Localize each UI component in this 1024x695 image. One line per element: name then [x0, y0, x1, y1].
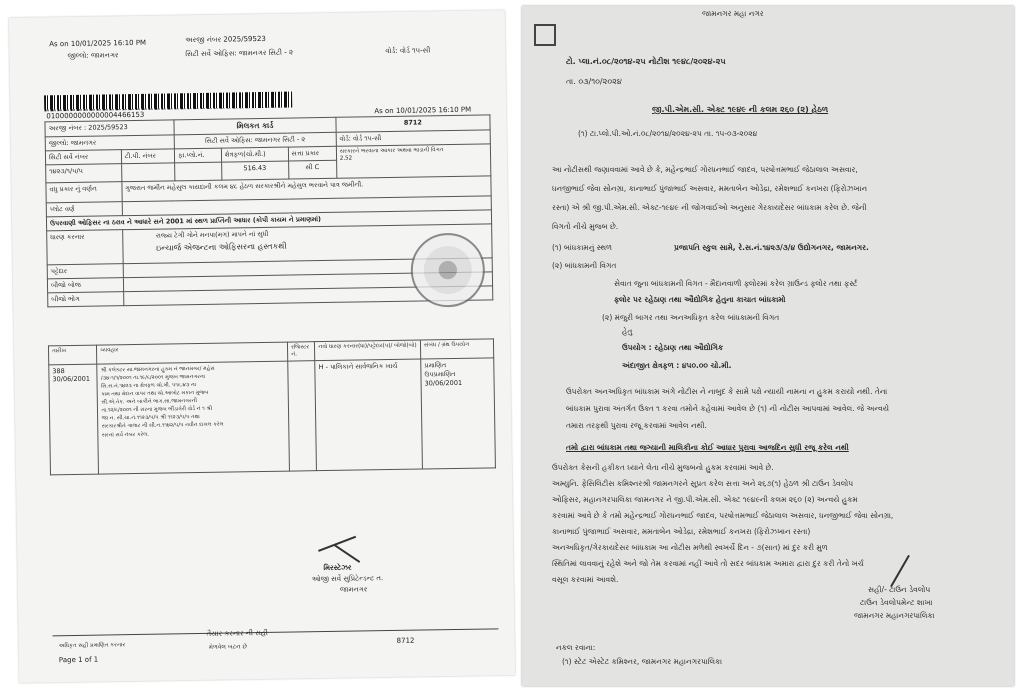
- office: સિટી સર્વે ઓફિસ: જામનગર સિટી - ૨: [174, 132, 336, 149]
- entry-text-line: તા.૧૨/૬/૨૦૦૧ ની સરના મુજબ ભીંડાગેરી વોર્ડ નં ૧ શ્રી: [101, 406, 213, 414]
- text-line: અમ્યુનિ. ફેસિલિટીસ કમિશ્નરશ્રી જામનગરને સુપ્રત કરેલ સત્તા અને ૨૬૭(૧) હેઠળ શ્રી ટાઉન ડેવલોપ: [552, 479, 854, 488]
- signature-stroke: [318, 536, 356, 552]
- signatory-place: જામનગર: [339, 585, 368, 594]
- as-on-top: As on 10/01/2025 16:10 PM: [49, 38, 147, 49]
- pattedar-label: પટ્ટેદાર: [47, 264, 123, 279]
- text-line: રસ્તા) એ શ્રી જી.પી.એમ.સી. એક્ટ-૧૯૪૯ ની જોગવાઈઓ અનુસાર ગેરકાયદેસર બાંધકામ કરેલ છે. જેની: [552, 203, 867, 212]
- easement-value: ગુજરાત જમીન મહેસુલ કાયદાની કલમ ૪૮ હેઠળ સરકારશ્રીને મહેસુલ ભરવાને પાત્ર જમીની.: [122, 176, 492, 202]
- barcode-number: 0100000000000004466153: [46, 110, 145, 121]
- signatory-title: મિરસ્ટેઝર: [323, 563, 352, 573]
- area-estimate: અંદાજીત ક્ષેત્રફળ : ૪૫૦.૦૦ ચો.મી.: [622, 361, 732, 370]
- footer-divider: [53, 628, 499, 636]
- transaction-table: [48, 338, 496, 475]
- no-evidence-heading: તમો દ્વારા બાંધકામ તથા જગ્યાની માલિકીના કોઈ આધાર પુરાવા આજદિન સુધી રજૂ કરેલ નથી: [566, 443, 849, 452]
- ward: વોર્ડ: વોર્ડ ૧૫-સી: [336, 130, 490, 146]
- old-construction-detail-2: ફ્લોર પર રહેઠાણ તથા ઔદ્યોગિક હેતુના કાચાત બાંધકામો: [614, 295, 786, 304]
- attest-date: 30/06/2001: [424, 378, 463, 388]
- text-line: ઉપરોક્ત કેસની હકીકત ધ્યાને લેતા નીચે મુજબનો હુકમ કરવામાં આવે છે.: [552, 463, 774, 472]
- col-new-holder: નવો ધારણ કરનાર(ધા)/પટ્ટેદાર(પ)/ બોજો(બો): [315, 340, 421, 361]
- entry-text-line: જા ન. સી.ચા.નં.૧૧૨૩/૫/૫ શ્રી ૧૧૨૩/૫/૫ તથા: [101, 414, 200, 422]
- district-top: જીલ્લો: જામનગર: [67, 51, 119, 61]
- barcode: [44, 91, 292, 111]
- entry-text-line: કામ તથા મેદાન વાપર તથા ચો.આબોટ મકાન મુજબ: [101, 390, 209, 398]
- entry-attestation: [421, 358, 496, 469]
- plot-label: પ્લોટ વર્ણ: [46, 202, 122, 217]
- attest-label: પ્રમાણિત: [424, 361, 447, 370]
- bojo-label-2: બીજો ભોગ: [48, 292, 124, 307]
- reference-number: ટો. પ્લા.નં.૦૮/૨૦૧૪-૨૫ નોટીશ ૧૯૪૮/૨૦૨૪-૨૫: [566, 57, 726, 66]
- col-fp-no: ફા.પ્લો.નં.: [174, 148, 221, 163]
- notice-header: જામનગર મહા નગર: [702, 9, 764, 18]
- tenure-value: સી C: [288, 160, 337, 179]
- footer-card-number: 8712: [396, 636, 415, 645]
- notice-signatory-branch: ટાઉન ડેવલોપમેન્ટ શાખા: [860, 598, 933, 607]
- text-line: ઉપરોક્ત અનઅધિકૃત બાંધકામ અંગે નોટીસ ને નાબુદ કે સામે પક્ષે ન્યાયી નામના ન હુકમ કરાયો નથી. તેના: [566, 387, 888, 396]
- district: જીલ્લો: જામનગર: [45, 135, 174, 151]
- holder-line-1: રાજ્ય ટેગી ગોને મનપા(મગ) માપને નાં સુધી: [155, 229, 269, 240]
- text-line: વસૂલ કરવામાં આવશે.: [552, 575, 619, 584]
- tax-value: 2.52: [339, 155, 353, 162]
- area-value: 516.43: [221, 161, 288, 180]
- text-line: ધનજીભાઈ જેવા સોનગ્રા, કાનાભાઈ પુંજાભાઈ અસવાર, મમતાબેન ઓડેદ્રા, રમેશભાઈ કનખરા (ફિરોઝખાન: [552, 184, 868, 193]
- application-number-top: અરજી નંબર 2025/59523: [185, 34, 266, 45]
- as-on: As on 10/01/2025 16:10 PM: [374, 105, 472, 116]
- col-date: તારીખ: [48, 345, 97, 365]
- holder-label: ધારણ કરનાર: [47, 230, 123, 265]
- entry-date: 30/06/2001: [52, 374, 91, 384]
- entry-text-line: સરકારશ્રીને ગાલાર ની સી.ન.૧૧૪૨/૫/૫ નવીન દાખલ કરેલ: [101, 422, 224, 430]
- easement-label: વધુ પ્રકાર નું વર્ણન: [46, 182, 122, 203]
- purpose-label: હેતુ: [622, 327, 633, 336]
- notice-signature: [890, 555, 910, 587]
- entry-text-line: /૩૪-૧/૧/૨૦૦૧ તા.૧૯/૬/૨૦૦૧ મુજબ જામનગરના: [100, 373, 206, 382]
- copy-to-label: નકલ રવાના:: [556, 643, 596, 652]
- col-tax-label: સરકારને ભરવાના આકાર અથવા ભાડાની વિગત: [339, 147, 444, 155]
- text-line: તમારા તરફથી પુરાવા રજૂ કરવામાં આવેલ નથી.: [566, 421, 707, 430]
- page-number: Page 1 of 1: [58, 655, 99, 665]
- bojo-label-1: બીજો બોજ: [47, 278, 123, 293]
- col-register: રજિસ્ટર નં.: [287, 342, 315, 361]
- footer-left-2: મેળવેલ બટન છે: [208, 643, 248, 651]
- registry-note: ઉપરવાણી ઓફિસર ના ઠરાવ ને આધારે સને 2001 માં સ્થળ પ્રાપ્તિની આધાર (કોપી કાયમ ને પ્રમાણમાં): [46, 210, 491, 231]
- fp-number: [175, 162, 222, 181]
- col-transaction: વ્યવહાર: [97, 342, 288, 364]
- col-area: ક્ષેત્રફળ(ચો.મી.): [221, 147, 288, 162]
- text-line: બાંધકામ પુરાવા અંતર્ગત ઉક્ત ૧ કરવા તમોને કહેવામાં આવેલ છે (૧) ની નોટીસ આપવામાં આવેલ. જે અન્વયે: [566, 404, 889, 413]
- col-attestation: સંબંધ / ગ્રંથ ઉપયોગ: [420, 339, 493, 359]
- text-line: સ્થિતિમાં લાવવાનું રહેશે અને જો તેમ કરવામાં નહીં આવે તો સદર બાંધકામ અમારા દ્વારા દુર કરી તેનો ખર્ચ: [552, 559, 864, 568]
- site-value: પ્રજાપતિ સ્કુલ સામે, રે.સ.નં.૧૪૨૩/૩/૪ ઉદ્યોગનગર, જામનગર.: [674, 243, 869, 252]
- col-tax: [336, 144, 491, 178]
- unauthorized-detail: (૨) મંજુરી બાગર તથા અનઅધિકૃત કરેલ બાંધકામની વિગત: [602, 313, 780, 322]
- signature-stroke-2: [334, 544, 360, 562]
- text-line: વિગતો નીચે મુજબ છે.: [552, 222, 619, 231]
- entry-holder: H - પાલિકાને સાર્વજનિક ખાર્ચ: [315, 359, 422, 471]
- entry-text-line: સિ.સ.નં.૧૪૨૩ ના ક્ષેત્રફળ ચો.મી. ૫૧૬.૪૩ ના: [101, 382, 197, 390]
- text-line: કાનાભાઈ પુંજાભાઈ અસવાર, મમતાબેન ઓડેદ્રા, રમેશભાઈ કનખરા (ફિરોઝખાન રસ્તા): [552, 527, 811, 536]
- text-line: ઓફિસર, મહાનગરપાલિકા જામનગર ને જી.પી.એમ.સી. એક્ટ ૧૯૪૯ની કલમ ૨૬૦ (૨) અન્વયે હુકમ: [552, 495, 858, 504]
- text-line: આ નોટીસથી જણાવવામાં આવે છે કે, મહેન્દ્રભાઈ ગોરધનભાઈ જાદવ, પરષોત્તમભાઈ જેઠાલાલ અસવાર,: [552, 165, 858, 174]
- copy-to-line: (૧) સ્ટેટ એસ્ટેટ કમિશ્નર, જામનગર મહાનગરપાલિકા: [562, 657, 723, 666]
- notice-date: તા. ૦૩/૧૦/૨૦૨૪: [566, 77, 622, 86]
- text-line: કરવામાં આવે છે કે તમો મહેન્દ્રભાઈ ગોરધનભાઈ જાદવ, પરષોત્તમભાઈ જેઠાલાલ અસવાર, ધનજીભાઈ જેવા સોનગ્રા,: [552, 511, 894, 520]
- use-value: ઉપયોગ : રહેઠાણ તથા ઔદ્યોગિક: [622, 343, 724, 352]
- signatory-designation: ઓજી સર્વે સુપ્રિટેન્ડન્ટ ત.: [311, 574, 384, 584]
- application-number: અરજી નંબર : 2025/59523: [45, 120, 174, 137]
- entry-cell: [49, 364, 99, 475]
- entry-text-line: શ્રી કલેકટર સા.જામનગરના હુકમ નં જાનમગર/ મહેસ: [100, 365, 215, 374]
- footer-mid: તૈયાર કરનાર ની સહી: [206, 628, 268, 638]
- col-tenure: સત્તા પ્રકાર: [288, 146, 336, 161]
- entry-text-line: સરનાં સર્વે નંબર કરેલ.: [101, 431, 149, 439]
- construction-label: (૨) બાંધકામની વિગત: [552, 261, 617, 270]
- office-top: સિટી સર્વે ઓફિસ: જામનગર સિટી - ૨: [185, 48, 294, 59]
- attest-by: ઉપપ્રમાણિત: [424, 369, 456, 379]
- notice-subject: જી.પી.એમ.સી. એક્ટ ૧૯૪૯ ની કલમ ૨૬૦ (૨) હેઠળ: [652, 105, 829, 114]
- col-city-survey-no: સિટી સર્વે નંબર: [45, 150, 121, 165]
- corner-stamp: [534, 24, 556, 46]
- notice-reference: (૧) ટા.પ્લો.પી.ઓ.નં.૦૮/૨૦૧૪/૨૦૨૪-૨૫ તા. ૧૫-૦૩-૨૦૨૪: [578, 129, 758, 138]
- old-construction-detail: સેવાત જુના બાંધકામની વિગત - મૈદાનવાળી ફ્લોરમાં કરેલ ગ્રાઉન્ડ ફ્લોર તથા ફર્સ્ટ: [614, 279, 858, 288]
- survey-number: ૧૪૨૩/૧/૫/૫: [46, 164, 122, 183]
- card-number: 8712: [336, 115, 490, 132]
- property-card-page: [9, 10, 515, 683]
- entry-text-line: સી.એ.તેક. અને બાકીને ભાગ.સા.જામનગરની: [101, 398, 198, 406]
- notice-signatory: સહી/- ટાઉન ડેવલોપ: [868, 585, 931, 594]
- footer-left: અધિકૃત સહી પ્રમાણિત કરનાર: [58, 642, 126, 650]
- site-label: (૧) બાંધકામનું સ્થળ: [552, 243, 612, 252]
- text-line: અનઅધિકૃત/ગેરકાયદેસર બાંધકામ આ નોટીસ મળેથી સ્વખર્ચે દિન - ૭(સાત) માં દુર કરી મુળ: [552, 543, 828, 552]
- card-title: મિલકત કાર્ડ: [174, 117, 336, 135]
- entry-number: 388: [52, 367, 65, 376]
- notice-signatory-org: જામનગર મહાનગરપાલિકા: [854, 611, 935, 620]
- entry-text: [97, 361, 289, 474]
- ward-top: વોર્ડ: વોર્ડ ૧૫-સી: [385, 46, 431, 56]
- tp-number: [121, 163, 175, 182]
- col-tp-no: ટી.પી. નંબર: [121, 149, 175, 164]
- holder-line-2: ઇન્ચાર્જ એજન્ટના ઓફિસરના હસ્તકથી: [156, 241, 287, 253]
- notice-page: [522, 6, 1014, 686]
